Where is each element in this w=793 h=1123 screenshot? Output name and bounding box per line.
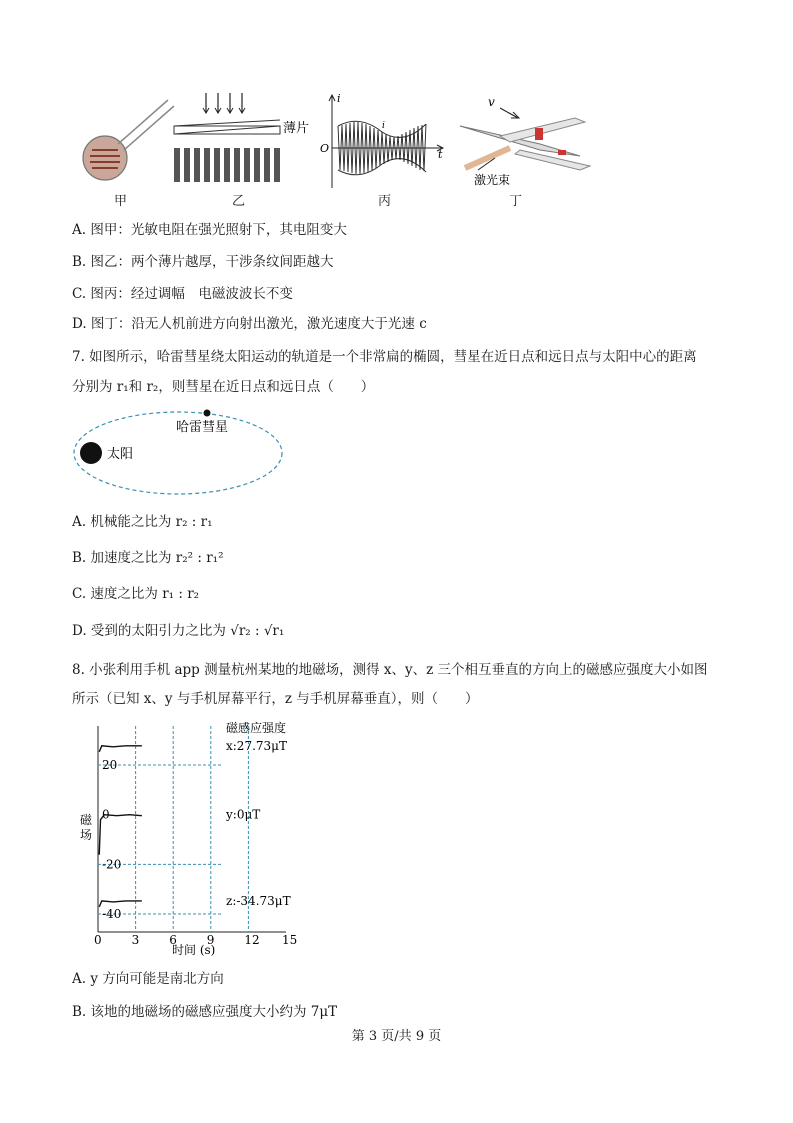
caption-jia: 甲 [114,194,128,209]
q7-option-d: D. 受到的太阳引力之比为 √r₂ : √r₁ [72,623,285,639]
photoresistor-figure [83,100,174,180]
y-tick-label: 20 [102,758,118,772]
caption-bing: 丙 [378,194,392,209]
q6-option-b: B. 图乙：两个薄片越厚，干涉条纹间距越大 [72,254,334,270]
y-tick-label: -20 [102,857,122,872]
series-label-1: y:0μT [226,807,261,822]
am-wave-figure [320,92,443,188]
caption-yi: 乙 [232,194,246,209]
q6-option-a: A. 图甲：光敏电阻在强光照射下，其电阻变大 [72,222,347,238]
q7-option-b: B. 加速度之比为 r₂² : r₁² [72,550,224,566]
q7-option-a: A. 机械能之比为 r₂ : r₁ [72,514,213,530]
chart-xlabel: 时间 (s) [172,943,216,957]
current-label: i [382,121,385,131]
ylabel-part1: 磁 [80,813,93,827]
y-tick-label: 0 [102,807,110,822]
chart-ylabel [80,813,93,827]
series-label-2: z:-34.73μT [226,893,291,908]
q8-option-a: A. y 方向可能是南北方向 [72,971,224,987]
axis-t-label: t [438,148,443,161]
q7-stem-line2: 分别为 r₁和 r₂，则彗星在近日点和远日点（ ） [72,379,375,395]
page-footer: 第 3 页/共 9 页 [351,1029,442,1044]
q6-option-c: C. 图丙：经过调幅 电磁波波长不变 [72,286,293,302]
x-tick-label: 6 [169,933,177,947]
q7-stem-line1: 7. 如图所示，哈雷彗星绕太阳运动的轨道是一个非常扁的椭圆，彗星在近日点和远日点与太阳中心的距离 [72,349,697,365]
magnetic-field-chart [74,718,314,963]
drone-figure [460,95,590,187]
series-label-0: x:27.73μT [226,738,287,753]
sun-label: 太阳 [107,447,134,462]
comet-label: 哈雷彗星 [176,420,229,435]
laser-label: 激光束 [474,173,511,187]
x-tick-label: 3 [131,933,140,947]
sun-dot [80,442,102,464]
origin-label: O [320,142,330,155]
caption-ding: 丁 [509,194,523,209]
chart-title: 磁感应强度 [226,721,287,735]
velocity-label: v [488,95,495,109]
x-tick-label: 12 [244,933,260,947]
q8-option-b: B. 该地的地磁场的磁感应强度大小约为 7μT [72,1004,338,1020]
q6-option-d: D. 图丁：沿无人机前进方向射出激光，激光速度大于光速 c [72,316,427,332]
q8-stem-line1: 8. 小张利用手机 app 测量杭州某地的地磁场，测得 x、y、z 三个相互垂直的方向上的磁感应强度大小如图 [72,662,708,678]
q8-stem-line2: 所示（已知 x、y 与手机屏幕平行，z 与手机屏幕垂直），则（ ） [72,691,479,707]
x-tick-label: 9 [206,933,215,947]
x-tick-label: 0 [94,933,102,947]
chart-ylabel-2: 场 [80,828,93,842]
y-tick-label: -40 [102,907,122,921]
x-tick-label: 15 [282,933,298,947]
thin-film-label: 薄片 [283,121,310,136]
axis-i-label: i [337,92,341,105]
q7-option-c: C. 速度之比为 r₁ : r₂ [72,586,200,602]
q6-figures [70,88,610,208]
comet-dot [204,410,211,417]
orbit-figure [70,405,290,500]
thin-film-figure [174,93,309,182]
